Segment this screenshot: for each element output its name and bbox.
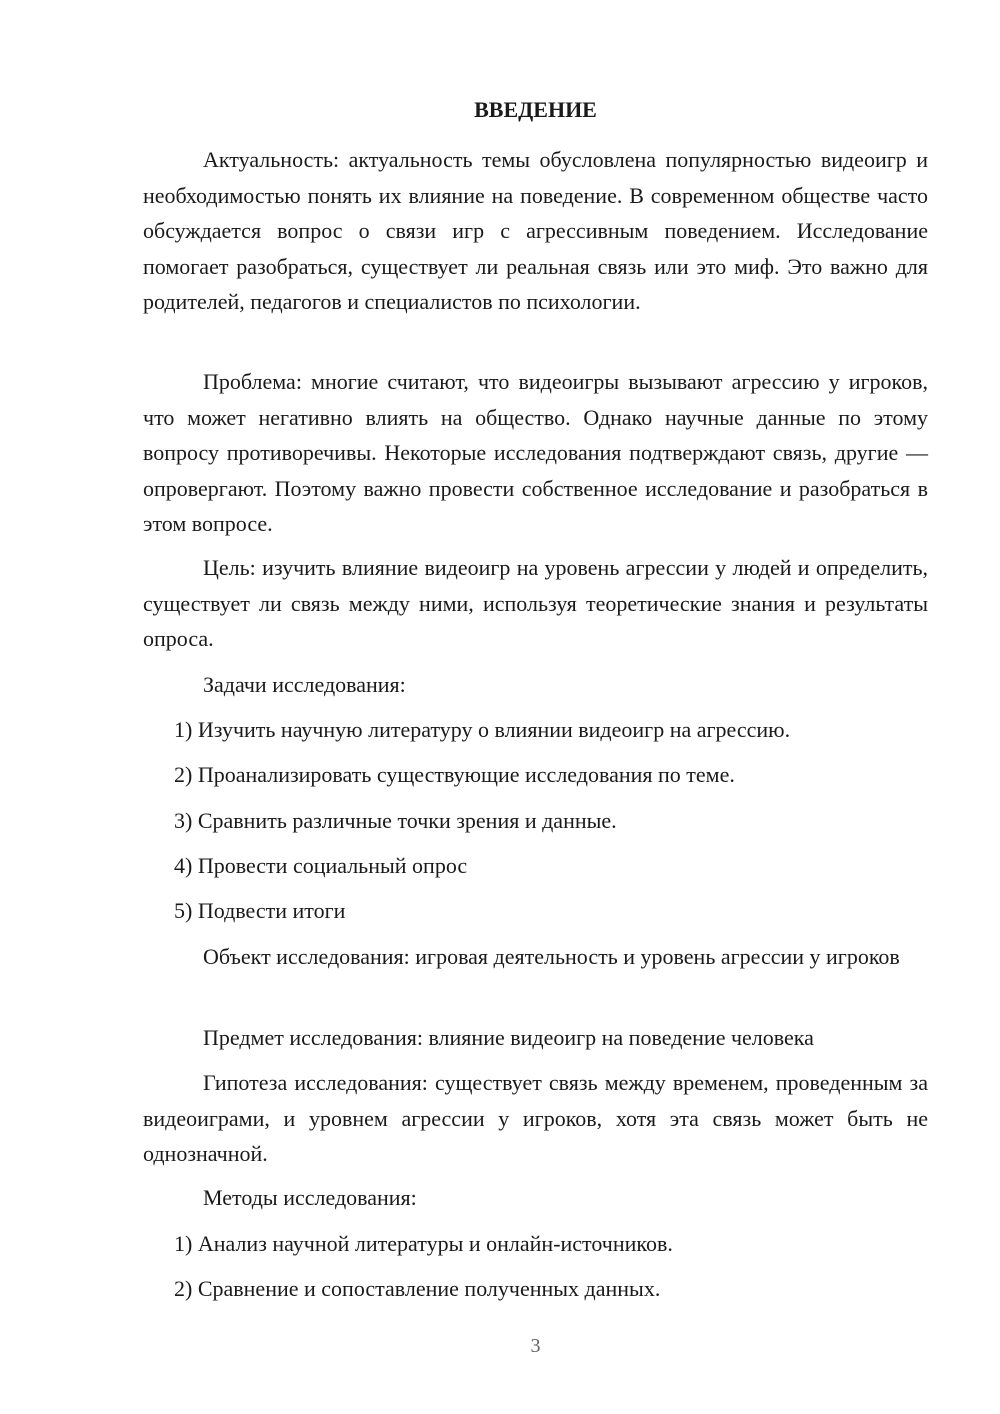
paragraph-problem: Проблема: многие считают, что видеоигры вызывают агрессию у игроков, что может негативно влиять на общество. Однако научные данные по этому вопросу противоречивы. Некоторые исследования подтверждают связь, другие — опровергают. Поэтому важно провести собственное исследование и разобраться в этом вопросе. <box>143 369 928 536</box>
methods-label: Методы исследования: <box>203 1185 417 1210</box>
task-item: 1) Изучить научную литературу о влиянии видеоигр на агрессию. <box>174 717 791 742</box>
tasks-label: Задачи исследования: <box>203 672 406 697</box>
paragraph-hypothesis: Гипотеза исследования: существует связь между временем, проведенным за видеоиграми, и уровнем агрессии у игроков, хотя эта связь может быть не однозначной. <box>143 1070 928 1166</box>
task-item: 5) Подвести итоги <box>174 898 346 923</box>
task-item: 4) Провести социальный опрос <box>174 853 468 878</box>
paragraph-subject: Предмет исследования: влияние видеоигр на поведение человека <box>203 1025 814 1050</box>
paragraph-object: Объект исследования: игровая деятельность и уровень агрессии у игроков <box>203 944 900 969</box>
method-item: 2) Сравнение и сопоставление полученных данных. <box>174 1276 661 1301</box>
paragraph-relevance: Актуальность: актуальность темы обусловлена популярностью видеоигр и необходимостью понять их влияние на поведение. В современном обществе часто обсуждается вопрос о связи игр с агрессивным поведением. Исследование помогает разобраться, существует ли реальная связь или это миф. Это важно для родителей, педагогов и специалистов по психологии. <box>143 147 928 314</box>
page-number: 3 <box>530 1335 541 1357</box>
method-item: 1) Анализ научной литературы и онлайн-источников. <box>174 1231 673 1256</box>
task-item: 2) Проанализировать существующие исследования по теме. <box>174 762 735 787</box>
task-item: 3) Сравнить различные точки зрения и данные. <box>174 808 617 833</box>
document-page <box>143 0 928 1414</box>
paragraph-goal: Цель: изучить влияние видеоигр на уровень агрессии у людей и определить, существует ли связь между ними, используя теоретические знания и результаты опроса. <box>143 555 928 651</box>
page-title: ВВЕДЕНИЕ <box>474 97 597 122</box>
